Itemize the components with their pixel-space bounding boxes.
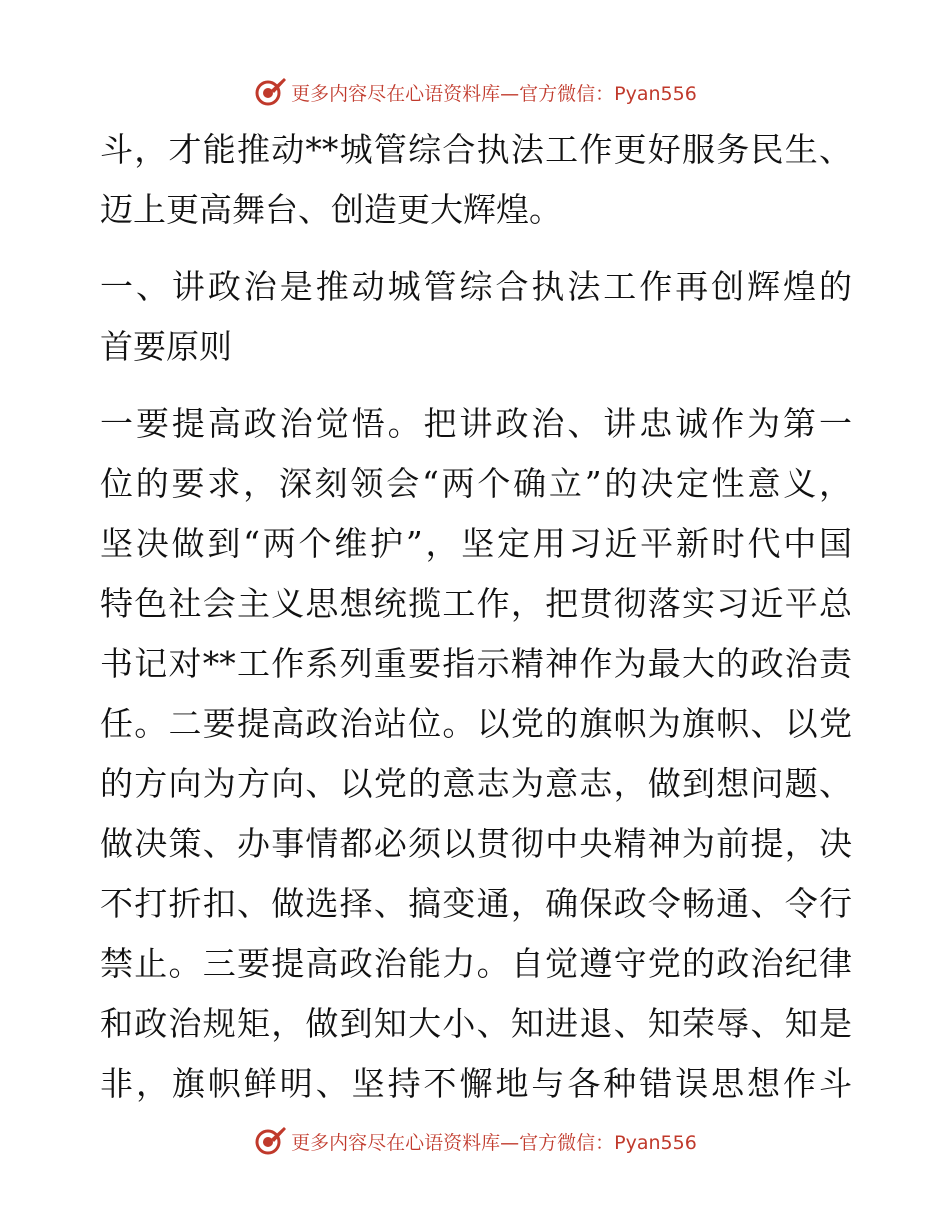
- watermark-text: 更多内容尽在心语资料库—官方微信：Pyan556: [291, 1131, 697, 1154]
- paragraph: [100, 120, 852, 240]
- text-line: 的方向为方向、以党的意志为意志，做到想问题、: [100, 764, 852, 803]
- text-line: 禁止。三要提高政治能力。自觉遵守党的政治纪律: [100, 944, 852, 983]
- text-line: 不打折扣、做选择、搞变通，确保政令畅通、令行: [100, 884, 852, 923]
- text-line: 一要提高政治觉悟。把讲政治、讲忠诚作为第一: [100, 404, 852, 443]
- brush-logo-icon: [253, 1124, 287, 1158]
- section-heading: [100, 257, 852, 377]
- watermark-text: 更多内容尽在心语资料库—官方微信：Pyan556: [291, 82, 697, 105]
- paragraph: [100, 394, 852, 1114]
- document-body: [100, 120, 852, 1114]
- brush-logo-icon: [253, 75, 287, 109]
- text-line: 位的要求，深刻领会“两个确立”的决定性意义，: [100, 464, 852, 503]
- text-line: 书记对**工作系列重要指示精神作为最大的政治责: [100, 644, 852, 683]
- text-line: 迈上更高舞台、创造更大辉煌。: [100, 190, 562, 229]
- text-line: 非，旗帜鲜明、坚持不懈地与各种错误思想作斗: [100, 1064, 852, 1103]
- text-line: 做决策、办事情都必须以贯彻中央精神为前提，决: [100, 824, 852, 863]
- text-line: 坚决做到“两个维护”，坚定用习近平新时代中国: [100, 524, 852, 563]
- text-line: 特色社会主义思想统揽工作，把贯彻落实习近平总: [100, 584, 852, 623]
- text-line: 斗，才能推动**城管综合执法工作更好服务民生、: [100, 130, 852, 169]
- text-line: 任。二要提高政治站位。以党的旗帜为旗帜、以党: [100, 704, 852, 743]
- footer-watermark: [0, 1121, 950, 1161]
- header-watermark: [0, 72, 950, 112]
- text-line: 首要原则: [100, 327, 232, 366]
- text-line: 和政治规矩，做到知大小、知进退、知荣辱、知是: [100, 1004, 852, 1043]
- text-line: 一、讲政治是推动城管综合执法工作再创辉煌的: [100, 267, 852, 306]
